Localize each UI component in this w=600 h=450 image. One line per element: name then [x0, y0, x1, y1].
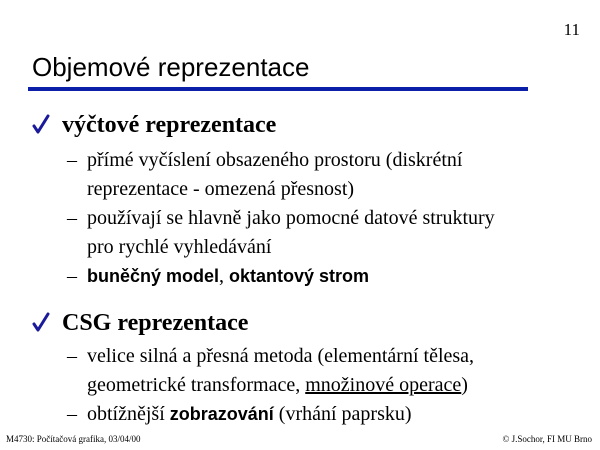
check-mark-icon [32, 114, 52, 141]
list-item [67, 262, 587, 291]
page-number: 11 [563, 20, 580, 39]
list-item [67, 342, 587, 400]
dash: – [67, 149, 77, 171]
item-line-continued [67, 371, 587, 400]
footer-copyright: © J.Sochor, FI MU Brno [502, 434, 592, 444]
item-text: ) [461, 374, 468, 396]
dash: – [67, 345, 77, 367]
term-cell-model: buněčný model [87, 266, 220, 286]
item-text: obtížnější [87, 403, 170, 425]
section-heading-text: CSG reprezentace [62, 310, 249, 336]
set-operations-link[interactable]: množinové operace [305, 374, 462, 396]
item-line-continued: pro rychlé vyhledávání [87, 236, 272, 258]
title-rule [28, 87, 528, 91]
item-line: používají se hlavně jako pomocné datové struktury [87, 207, 495, 229]
dash: – [67, 403, 77, 425]
check-mark-icon [32, 312, 52, 339]
dash: – [67, 265, 77, 287]
item-line: velice silná a přesná metoda (elementární tělesa, [87, 345, 475, 367]
item-text: (vrhání paprsku) [273, 403, 412, 425]
list-item [67, 400, 587, 429]
dash: – [67, 207, 77, 229]
item-line: přímé vyčíslení obsazeného prostoru (diskrétní [87, 149, 463, 171]
list-item [67, 146, 587, 204]
footer-course-info: M4730: Počítačová grafika, 03/04/00 [6, 434, 141, 444]
slide-title: Objemové reprezentace [32, 52, 310, 82]
section-heading-text: výčtové reprezentace [62, 112, 277, 138]
list-item [67, 204, 587, 262]
section-heading-enumerative [32, 112, 276, 139]
section-heading-csg [32, 310, 248, 337]
term-rendering: zobrazování [169, 404, 274, 424]
item-line-continued: reprezentace - omezená přesnost) [87, 178, 355, 200]
term-separator: , [219, 265, 230, 287]
item-text: geometrické transformace, [87, 374, 306, 396]
term-octree: oktantový strom [229, 266, 370, 286]
